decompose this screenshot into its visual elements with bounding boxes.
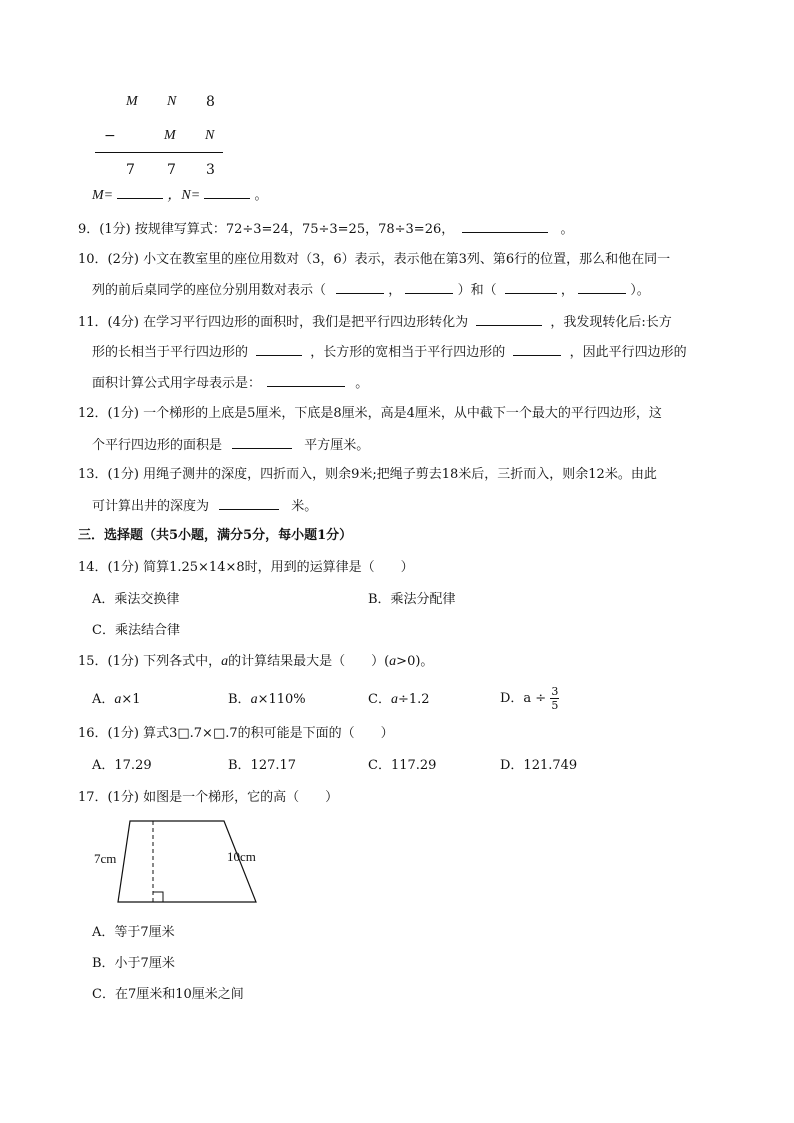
question-11-line1 [78,311,672,333]
label-left-side: 7cm [94,851,117,866]
option-prefix: A． [92,692,115,707]
question-10-blank-2[interactable] [405,279,453,294]
puzzle-cell: N [167,94,177,109]
question-9-text: 9．(1分) 按规律写算式：72÷3=24，75÷3=25，78÷3=26， [78,222,455,237]
question-9-end: 。 [560,222,574,237]
answer-m-label: M= [92,188,114,203]
question-12-blank[interactable] [232,434,292,449]
question-10-and: ）和（ [457,283,497,298]
question-10-text: 列的前后桌同学的座位分别用数对表示（ [92,283,327,298]
question-11-line3 [92,372,368,394]
question-9-blank[interactable] [462,218,548,233]
question-10-end: ）。 [630,283,650,298]
question-17-option-b[interactable]: B．小于7厘米 [92,956,175,971]
question-16-option-c[interactable]: C．117.29 [368,758,437,773]
question-17-option-a[interactable]: A．等于7厘米 [92,925,175,940]
question-11-blank-1[interactable] [476,311,542,326]
puzzle-cell: N [205,128,215,143]
question-11-text: 形的长相当于平行四边形的 [92,345,249,360]
option-rest: ×110% [257,692,306,707]
answer-n-blank[interactable] [204,184,250,199]
question-10-line1: 10．(2分) 小文在教室里的座位用数对（3，6）表示，表示他在第3列、第6行的位置，那么和他在同一 [78,252,671,267]
question-10-blank-1[interactable] [336,279,384,294]
fraction [550,685,559,712]
question-13-line1: 13．(1分) 用绳子测井的深度，四折而入，则余9米;把绳子剪去18米后，三折而入，则余12米。由此 [78,467,657,482]
question-15-text: >0)。 [396,654,434,669]
question-10-blank-4[interactable] [578,279,626,294]
question-15-stem [78,652,433,672]
question-10-comma: ， [388,283,402,298]
question-16-option-d[interactable]: D．121.749 [500,758,578,773]
question-16-option-b[interactable]: B．127.17 [228,758,297,773]
question-14-option-c[interactable]: C．乘法结合律 [92,623,180,638]
option-rest: ÷1.2 [397,692,430,707]
question-15-option-d[interactable] [500,681,559,717]
option-prefix: C． [368,692,391,707]
option-rest: ×1 [121,692,141,707]
question-12-unit: 平方厘米。 [304,438,370,453]
question-14-option-a[interactable]: A．乘法交换律 [92,592,180,607]
option-var: a [250,692,258,707]
question-14-stem: 14．(1分) 简算1.25×14×8时，用到的运算律是（ ） [78,560,414,575]
option-var: a [390,692,398,707]
option-var: a [114,692,122,707]
fraction-denominator: 5 [551,699,559,712]
puzzle-cell: 8 [206,94,215,110]
question-13-unit: 米。 [291,499,318,514]
puzzle-cell: M [164,128,176,143]
question-15-text: 的计算结果最大是（ ）( [228,654,390,669]
question-11-text: 面积计算公式用字母表示是： [92,376,262,391]
question-11-text: 11．(4分) 在学习平行四边形的面积时，我们是把平行四边形转化为 [78,315,469,330]
question-15-option-b[interactable] [228,690,306,710]
question-11-line2 [92,341,687,363]
question-15-option-c[interactable] [368,690,430,710]
question-12-line2 [92,434,369,456]
option-prefix: D．a ÷ [500,691,551,706]
right-angle-mark [153,892,163,902]
question-15-var: a [389,654,397,669]
fraction-numerator: 3 [551,685,559,698]
question-17-option-c[interactable]: C．在7厘米和10厘米之间 [92,987,244,1002]
question-9 [78,218,574,240]
question-11-blank-3[interactable] [513,341,561,356]
question-17-stem: 17．(1分) 如图是一个梯形，它的高（ ） [78,790,339,805]
question-16-stem: 16．(1分) 算式3□.7×□.7的积可能是下面的（ ） [78,726,394,741]
section-3-heading: 三．选择题（共5小题，满分5分，每小题1分） [78,528,353,543]
question-13-text: 可计算出井的深度为 [92,499,210,514]
question-12-text: 个平行四边形的面积是 [92,438,223,453]
puzzle-answer-line [92,184,267,206]
question-11-text: ，我发现转化后:长方 [550,315,672,330]
question-11-text: ，长方形的宽相当于平行四边形的 [310,345,506,360]
question-16-option-a[interactable]: A．17.29 [92,758,152,773]
question-15-var: a [221,654,229,669]
label-right-side: 10cm [227,849,256,864]
answer-end: 。 [254,188,268,203]
question-13-blank[interactable] [219,495,279,510]
answer-m-blank[interactable] [117,184,163,199]
question-11-blank-2[interactable] [256,341,302,356]
question-14-option-b[interactable]: B．乘法分配律 [368,592,456,607]
question-15-option-a[interactable] [92,690,141,710]
puzzle-cell: 7 [167,162,176,178]
question-11-blank-4[interactable] [267,372,345,387]
question-11-end: 。 [355,376,369,391]
question-10-comma: ， [560,283,574,298]
sum-rule-line [95,152,223,153]
option-prefix: B． [228,692,251,707]
minus-sign: − [104,128,116,144]
puzzle-cell: 7 [126,162,135,178]
question-12-line1: 12．(1分) 一个梯形的上底是5厘米，下底是8厘米，高是4厘米，从中截下一个最大的平行四边形，这 [78,406,662,421]
question-11-text: ，因此平行四边形的 [569,345,687,360]
answer-n-label: ，N= [167,188,201,203]
question-13-line2 [92,495,317,517]
question-10-line2 [92,279,650,301]
puzzle-cell: M [126,94,138,109]
question-15-text: 15．(1分) 下列各式中， [78,654,222,669]
question-10-blank-3[interactable] [505,279,557,294]
puzzle-cell: 3 [206,162,215,178]
